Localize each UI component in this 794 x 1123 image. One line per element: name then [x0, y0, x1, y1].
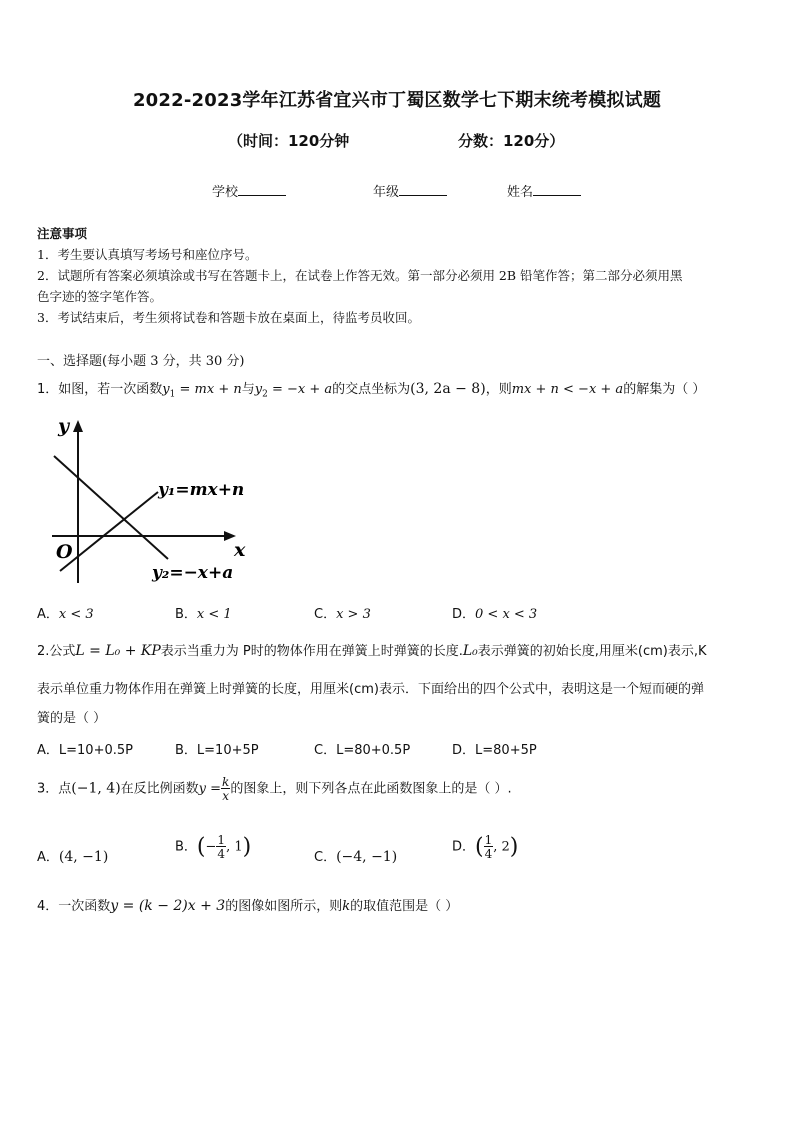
q1-option-a[interactable]	[37, 603, 94, 622]
q2-formula: L = L₀ + KP	[75, 643, 161, 659]
fraction-denominator: x	[222, 789, 230, 803]
option-math: 0 < x < 3	[475, 607, 538, 622]
y-axis-arrow	[73, 420, 83, 432]
q1-text-2: 与	[241, 382, 255, 397]
option-letter: B．	[175, 607, 197, 622]
section-heading: 一、选择题(每小题 3 分，共 30 分)	[37, 354, 245, 369]
q1-y1: y	[162, 382, 170, 397]
option-rest: , 2	[493, 839, 510, 855]
q2-option-d[interactable]: D．L=80+5P	[452, 743, 537, 758]
q2-option-b[interactable]: B．L=10+5P	[175, 743, 259, 758]
fraction-numerator: k	[222, 775, 230, 789]
q3-option-d[interactable]	[452, 834, 518, 860]
option-rest: , 1	[226, 839, 243, 855]
question-2-line-2: 表示单位重力物体作用在弹簧上时弹簧的长度，用厘米(cm)表示．下面给出的四个公式中，表明这是一个短而硬的弹	[37, 682, 704, 697]
q2-text-2: 表示当重力为 P时的物体作用在弹簧上时弹簧的长度.	[160, 644, 463, 659]
q1-option-c[interactable]	[314, 603, 371, 622]
school-blank[interactable]	[238, 183, 286, 196]
origin-label: O	[56, 541, 73, 563]
q3-option-b[interactable]	[175, 834, 251, 860]
notice-item-2: 2．试题所有答案必须填涂或书写在答题卡上，在试卷上作答无效。第一部分必须用 2B 铅笔作答；第二部分必须用黑	[37, 268, 683, 283]
option-letter: A．	[37, 607, 59, 622]
option-letter: C．	[314, 850, 337, 865]
q1-point: (3, 2a − 8)	[410, 381, 486, 397]
q1-y2-rest: = −x + a	[267, 382, 333, 397]
q1-text-4: ，则	[485, 382, 512, 397]
line-y1	[60, 492, 158, 571]
q3-y-eq: y =	[198, 781, 222, 797]
notice-item-3: 3．考试结束后，考生须将试卷和答题卡放在桌面上，待监考员收回。	[37, 310, 420, 325]
paren-close: )	[242, 834, 252, 860]
option-math: x > 3	[336, 607, 371, 622]
fraction-denominator: 4	[484, 847, 493, 861]
fraction-numerator: 1	[484, 833, 493, 847]
q1-y1-sub: 1	[169, 389, 176, 400]
q1-y1-rest: = mx + n	[175, 382, 242, 397]
option-letter: A．	[37, 850, 59, 865]
option-math: x < 3	[58, 607, 94, 622]
school-field[interactable]	[212, 181, 286, 200]
question-4	[37, 895, 458, 914]
q3-text-2: 在反比例函数	[120, 781, 199, 797]
q2-text-3: 表示弹簧的初始长度,用厘米(cm)表示,K	[477, 644, 707, 659]
q3-fraction	[221, 776, 230, 802]
notice-item-1: 1．考生要认真填写考场号和座位序号。	[37, 247, 258, 262]
option-fraction	[484, 834, 494, 860]
time-label: （时间：120分钟	[228, 132, 350, 150]
notice-item-2-cont: 色字迹的签字笔作答。	[37, 289, 163, 304]
q1-graph	[40, 418, 270, 588]
q4-text-2: 的图像如图所示，则	[225, 899, 343, 914]
q2-option-c[interactable]: C．L=80+0.5P	[314, 743, 411, 758]
q3-point: (−1, 4)	[71, 780, 121, 797]
name-field[interactable]	[507, 181, 581, 200]
q4-formula: y = (k − 2)x + 3	[110, 898, 226, 914]
option-letter: D．	[452, 607, 476, 622]
q1-inequality: mx + n < −x + a	[511, 382, 624, 397]
page-title: 2022-2023学年江苏省宜兴市丁蜀区数学七下期末统考模拟试题	[132, 90, 662, 111]
q2-text-1: 2.公式	[37, 644, 76, 659]
option-math: (−4, −1)	[336, 849, 398, 865]
paren-open: (	[196, 834, 206, 860]
option-sign: −	[205, 839, 217, 855]
grade-label: 年级	[373, 185, 400, 200]
q3-text-1: 3．点	[37, 781, 72, 797]
q2-option-a[interactable]: A．L=10+0.5P	[37, 743, 133, 758]
line-y2-label: y₂=−x+a	[152, 563, 234, 583]
option-letter: B．	[175, 839, 197, 855]
q2-l0: L₀	[462, 643, 478, 659]
grade-field[interactable]	[373, 181, 447, 200]
paren-open: (	[475, 834, 484, 860]
q1-text-3: 的交点坐标为	[332, 382, 411, 397]
q1-y2: y	[254, 382, 263, 397]
line-y1-label: y₁=mx+n	[158, 480, 245, 500]
q4-k: k	[342, 899, 351, 914]
question-2	[37, 640, 707, 659]
fraction-denominator: 4	[217, 847, 226, 861]
q1-option-d[interactable]	[452, 603, 537, 622]
option-math: (4, −1)	[58, 849, 109, 865]
q4-text-3: 的取值范围是（ ）	[350, 899, 459, 914]
name-label: 姓名	[507, 185, 534, 200]
y-axis-label: y	[58, 418, 70, 437]
q4-text-1: 4．一次函数	[37, 899, 111, 914]
notice-heading: 注意事项	[37, 226, 88, 241]
question-1	[37, 378, 705, 400]
q1-text-1: 1．如图，若一次函数	[37, 382, 163, 397]
option-math: x < 1	[196, 607, 232, 622]
fraction-numerator: 1	[217, 833, 226, 847]
q3-option-c[interactable]	[314, 846, 397, 865]
school-label: 学校	[212, 185, 239, 200]
option-letter: C．	[314, 607, 337, 622]
paren-close: )	[509, 834, 519, 860]
grade-blank[interactable]	[399, 183, 447, 196]
q1-y2-sub: 2	[262, 389, 268, 400]
q1-option-b[interactable]	[175, 603, 232, 622]
q1-text-5: 的解集为（ ）	[623, 382, 706, 397]
question-2-line-3: 簧的是（ ）	[37, 711, 107, 726]
score-label: 分数：120分）	[458, 132, 565, 150]
option-fraction	[216, 834, 226, 860]
name-blank[interactable]	[533, 183, 581, 196]
q3-option-a[interactable]	[37, 846, 108, 865]
question-3	[37, 776, 512, 802]
option-letter: D．	[452, 839, 476, 855]
x-axis-label: x	[234, 539, 246, 561]
q3-text-3: 的图象上，则下列各点在此函数图象上的是（ ）.	[230, 781, 512, 797]
